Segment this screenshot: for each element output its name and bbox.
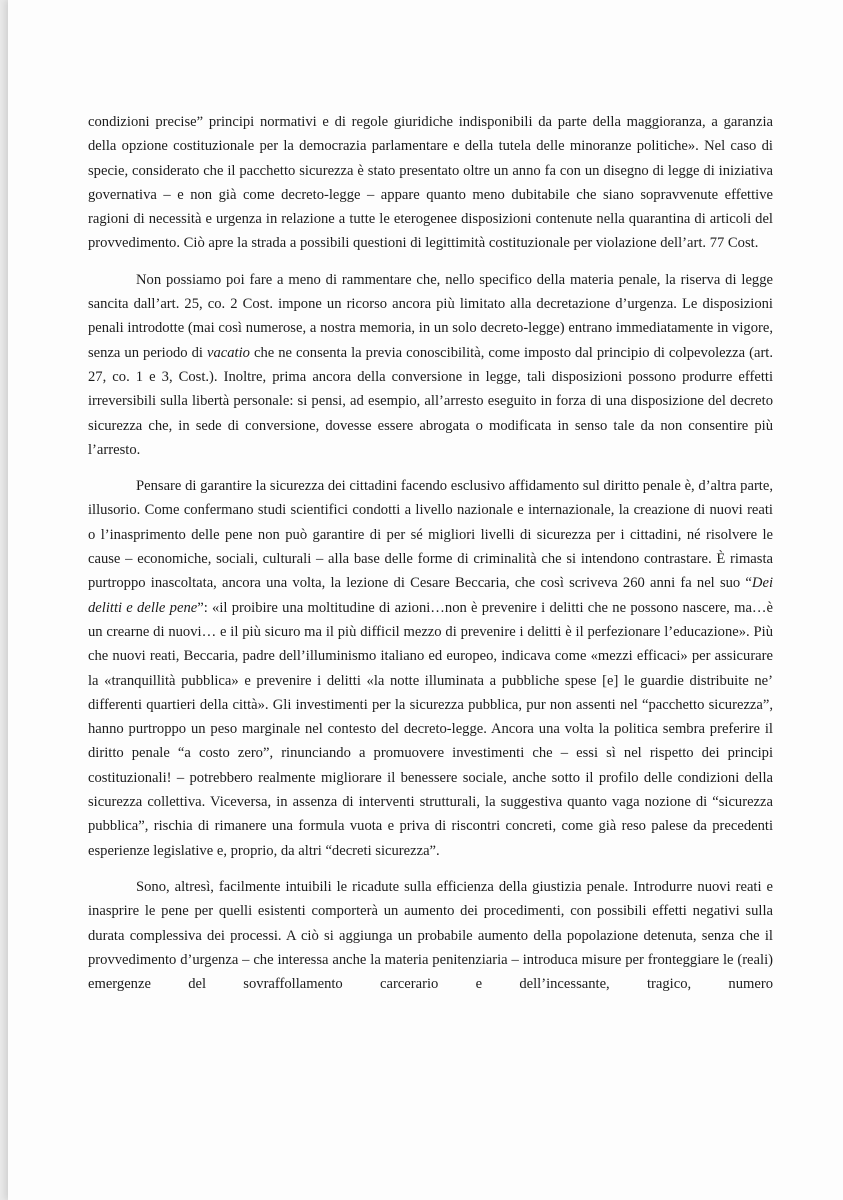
document-body	[88, 110, 773, 996]
document-page	[8, 0, 843, 1200]
paragraph-1	[88, 110, 773, 256]
paragraph-4	[88, 875, 773, 996]
paragraph-2-italic-vacatio: vacatio	[207, 344, 250, 361]
paragraph-2-text-b: che ne consenta la previa conoscibilità, come imposto dal principio di colpevolezza (art. 27, co. 1 e 3, Cost.). Inoltre, prima ancora della conversione in legge, tali disposizioni possono produrre effetti irreversibili sulla libertà personale: si pensi, ad esempio, all’arresto eseguito in forza di una disposizione del decreto sicurezza che, in sede di conversione, dovesse essere abrogata o modificata in senso tale da non consentire più l’arresto.	[88, 344, 774, 458]
paragraph-3-text-a: Pensare di garantire la sicurezza dei cittadini facendo esclusivo affidamento sul diritto penale è, d’altra parte, illusorio. Come confermano studi scientifici condotti a livello nazionale e internazionale, la creazione di nuovi reati o l’inasprimento delle pene non può garantire di per sé migliori livelli di sicurezza per i cittadini, né risolvere le cause – economiche, sociali, culturali – alla base delle forme di criminalità che si intendono contrastare. È rimasta purtroppo inascoltata, ancora una volta, la lezione di Cesare Beccaria, che così scriveva 260 anni fa nel suo “	[88, 478, 773, 592]
paragraph-3	[88, 474, 773, 863]
paragraph-1-text: condizioni precise” principi normativi e di regole giuridiche indisponibili da parte della maggioranza, a garanzia della opzione costituzionale per la democrazia parlamentare e della tutela delle minoranze politiche». Nel caso di specie, considerato che il pacchetto sicurezza è stato presentato oltre un anno fa con un disegno di legge di iniziativa governativa – e non già come decreto-legge – appare quanto meno dubitabile che siano sopravvenute effettive ragioni di necessità e urgenza in relazione a tutte le eterogenee disposizioni contenute nella quarantina di articoli del provvedimento. Ciò apre la strada a possibili questioni di legittimità costituzionale per violazione dell’art. 77 Cost.	[88, 114, 773, 252]
paragraph-2	[88, 268, 773, 462]
paragraph-2-text-a: Non possiamo poi fare a meno di rammentare che, nello specifico della materia penale, la riserva di legge sancita dall’art. 25, co. 2 Cost. impone un ricorso ancora più limitato alla decretazione d’urgenza. Le disposizioni penali introdotte (mai così numerose, a nostra memoria, in un solo decreto-legge) entrano immediatamente in vigore, senza un periodo di	[88, 271, 773, 361]
paragraph-3-italic-title: Dei delitti e delle pene	[88, 575, 773, 616]
paragraph-4-text: Sono, altresì, facilmente intuibili le ricadute sulla efficienza della giustizia penale. Introdurre nuovi reati e inasprire le pene per quelli esistenti comporterà un aumento dei procedimenti, con possibili effetti negativi sulla durata complessiva dei processi. A ciò si aggiunga un probabile aumento della popolazione detenuta, senza che il provvedimento d’urgenza – che interessa anche la materia penitenziaria – introduca misure per fronteggiare le (reali) emergenze del sovraffollamento carcerario e dell’incessante, tragico, numero	[88, 878, 773, 993]
paragraph-3-text-b: ”: «il proibire una moltitudine di azioni…non è prevenire i delitti che ne possono nascere, ma…è un crearne di nuovi… e il più sicuro ma il più difficil mezzo di prevenire i delitti è il perfezionare l’educazione». Più che nuovi reati, Beccaria, padre dell’illuminismo italiano ed europeo, indicava come «mezzi efficaci» per assicurare la «tranquillità pubblica» e prevenire i delitti «la notte illuminata a pubbliche spese [e] le guardie distribuite ne’ differenti quartieri della città». Gli investimenti per la sicurezza pubblica, pur non assenti nel “pacchetto sicurezza”, hanno purtroppo un peso marginale nel contesto del decreto-legge. Ancora una volta la politica sembra preferire il diritto penale “a costo zero”, rinunciando a promuovere investimenti che – essi sì nel rispetto dei principi costituzionali! – potrebbero realmente migliorare il benessere sociale, anche sotto il profilo delle condizioni della sicurezza collettiva. Viceversa, in assenza di interventi strutturali, la suggestiva quanto vaga nozione di “sicurezza pubblica”, rischia di rimanere una formula vuota e priva di riscontri concreti, come già reso palese da precedenti esperienze legislative e, proprio, da altri “decreti sicurezza”.	[88, 599, 773, 859]
